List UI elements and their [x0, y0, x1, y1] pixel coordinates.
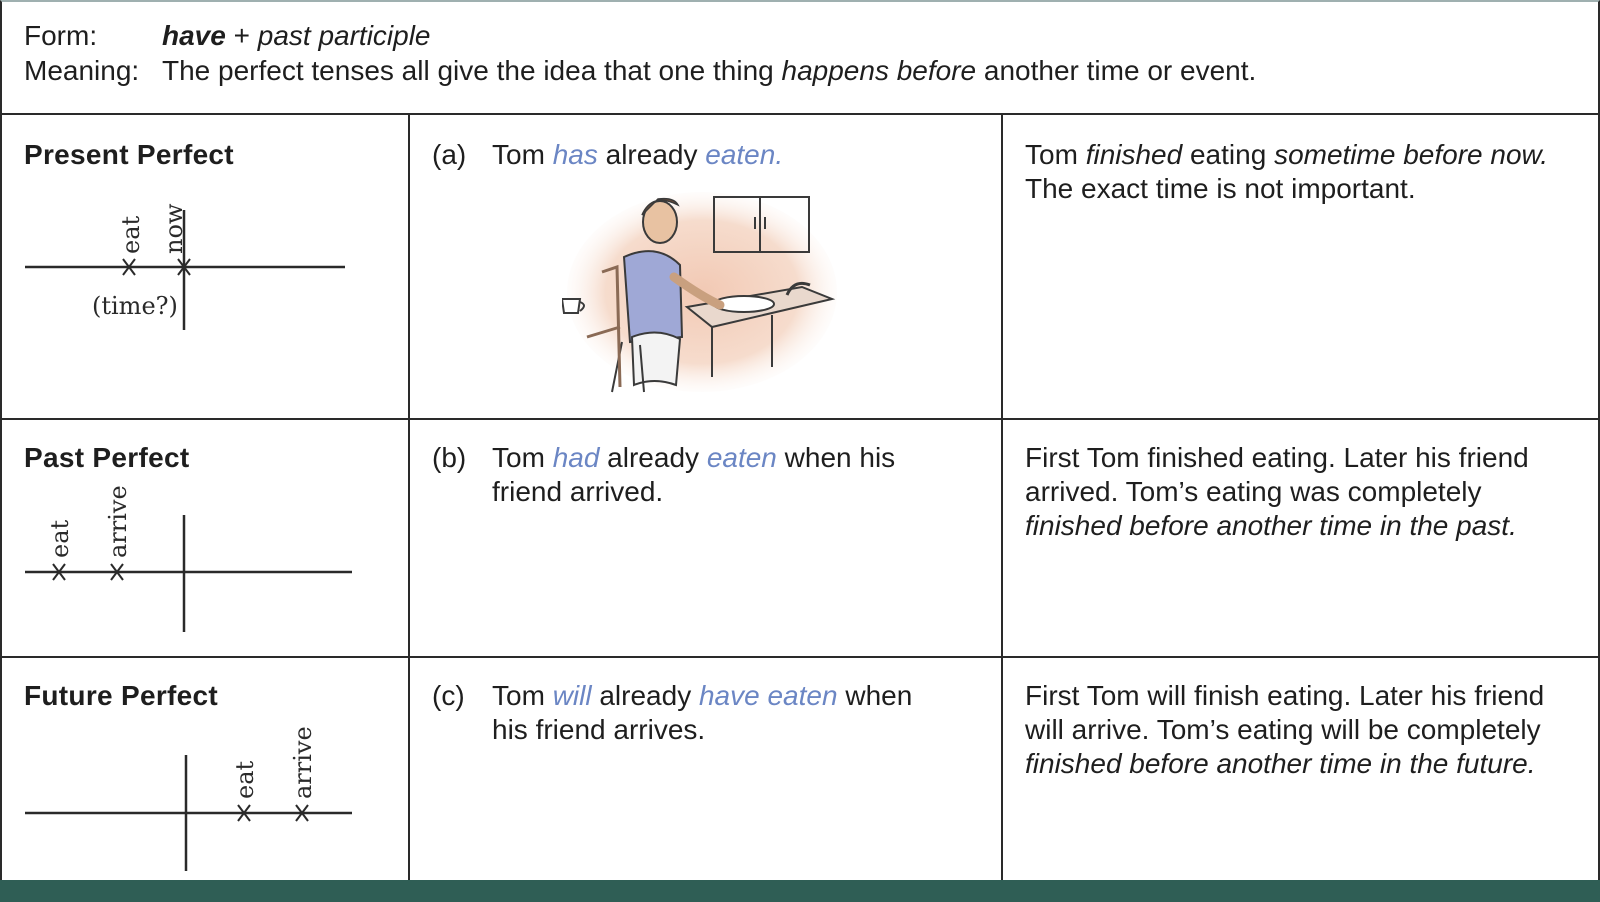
example-c-participle: have eaten — [698, 680, 838, 711]
explanation-b-emphasis: finished before another time in the past. — [1025, 510, 1517, 541]
past-perfect-timeline — [22, 482, 362, 637]
example-b-adverb: already — [599, 442, 707, 473]
arrive-label: arrive — [289, 726, 317, 799]
example-b-subject: Tom — [492, 442, 553, 473]
explanation-c-emphasis: finished before another time in the future. — [1025, 748, 1536, 779]
eat-label: eat — [46, 519, 74, 558]
explanation-c — [1025, 679, 1585, 781]
explanation-a-finished: finished — [1085, 139, 1183, 170]
example-a — [432, 138, 952, 172]
example-a-subject: Tom — [492, 139, 553, 170]
tom-eating-illustration — [562, 187, 847, 397]
explanation-a-sometime: sometime before now. — [1274, 139, 1548, 170]
meaning-emphasis: happens before — [781, 55, 977, 86]
chart-header — [2, 2, 1598, 115]
future-perfect-timeline — [22, 717, 362, 877]
eat-label: eat — [117, 215, 145, 254]
example-b-aux: had — [552, 442, 600, 473]
example-b-clause: when his friend arrived. — [492, 442, 896, 507]
explanation-c-start: First Tom will finish eating. Later his friend will arrive. Tom’s eating will be completely — [1025, 680, 1545, 745]
example-a-tag: (a) — [432, 139, 467, 170]
example-b-tag: (b) — [432, 442, 467, 473]
example-a-adverb: already — [597, 139, 706, 170]
present-perfect-timeline — [22, 192, 352, 337]
example-c-tag: (c) — [432, 680, 465, 711]
form-plus: + — [225, 20, 258, 51]
present-perfect-title: Present Perfect — [24, 139, 234, 170]
explanation-a-start: Tom — [1025, 139, 1086, 170]
example-b — [432, 441, 952, 509]
explanation-a-end: The exact time is not important. — [1025, 173, 1416, 204]
row-divider-2 — [2, 656, 1598, 658]
example-a-aux: has — [552, 139, 598, 170]
example-b-participle: eaten — [706, 442, 777, 473]
example-a-participle: eaten — [705, 139, 776, 170]
form-label: Form: — [24, 20, 98, 51]
explanation-a — [1025, 138, 1585, 206]
column-divider-2 — [1001, 115, 1003, 882]
example-c-aux: will — [552, 680, 592, 711]
row-divider-1 — [2, 418, 1598, 420]
example-c-adverb: already — [591, 680, 699, 711]
example-a-period: . — [775, 139, 784, 170]
form-past-participle: past participle — [257, 20, 431, 51]
footer-bar — [0, 880, 1600, 902]
column-divider-1 — [408, 115, 410, 882]
future-perfect-title: Future Perfect — [24, 680, 219, 711]
eat-label: eat — [231, 760, 259, 799]
explanation-a-eating: eating — [1182, 139, 1275, 170]
example-c-clause: when his friend arrives. — [492, 680, 913, 745]
example-c — [432, 679, 952, 747]
meaning-text-start: The perfect tenses all give the idea that one thing — [162, 55, 782, 86]
meaning-label: Meaning: — [24, 55, 140, 86]
past-perfect-title: Past Perfect — [24, 442, 190, 473]
example-c-subject: Tom — [492, 680, 553, 711]
now-label: now — [160, 203, 188, 254]
meaning-line — [24, 55, 1256, 87]
form-line — [24, 20, 431, 52]
time-question-label: (time?) — [92, 292, 178, 320]
form-have: have — [162, 20, 226, 51]
arrive-label: arrive — [104, 485, 132, 558]
explanation-b-start: First Tom finished eating. Later his friend arrived. Tom’s eating was completely — [1025, 442, 1529, 507]
explanation-b — [1025, 441, 1585, 543]
meaning-text-end: another time or event. — [976, 55, 1257, 86]
